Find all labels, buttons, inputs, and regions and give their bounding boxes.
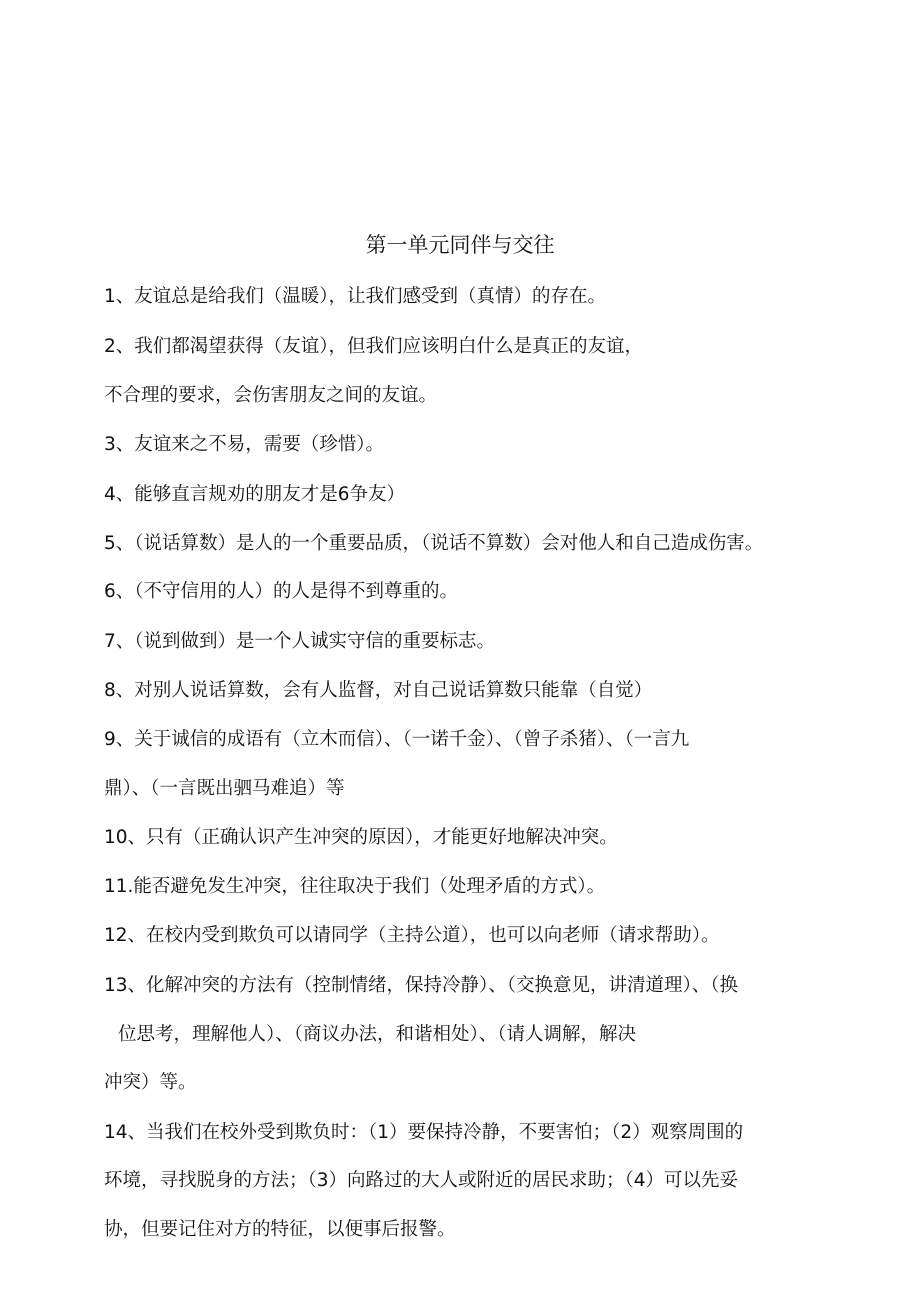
text-line-14-end: 协，但要记住对方的特征，以便事后报警。	[104, 1219, 456, 1240]
text-line-13: 13、化解冲突的方法有（控制情绪，保持冷静）、（交换意见，讲清道理）、（换	[104, 975, 739, 996]
text-line-12: 12、在校内受到欺负可以请同学（主持公道），也可以向老师（请求帮助）。	[104, 925, 720, 946]
document-title: 第一单元同伴与交往	[365, 233, 555, 257]
text-line-10: 10、只有（正确认识产生冲突的原因），才能更好地解决冲突。	[104, 827, 618, 848]
text-line-9-cont: 鼎）、（一言既出驷马难追）等	[104, 778, 345, 799]
text-line-14: 14、当我们在校外受到欺负时：（1）要保持冷静，不要害怕；（2）观察周围的	[104, 1122, 744, 1143]
text-line-8: 8、对别人说话算数，会有人监督，对自己说话算数只能靠（自觉）	[104, 680, 653, 701]
text-line-5: 5、（说话算数）是人的一个重要品质，（说话不算数）会对他人和自己造成伤害。	[104, 533, 764, 554]
text-line-1: 1、友谊总是给我们（温暖），让我们感受到（真情）的存在。	[104, 286, 607, 307]
text-line-14-cont: 环境，寻找脱身的方法；（3）向路过的大人或附近的居民求助；（4）可以先妥	[104, 1170, 739, 1191]
text-line-2: 2、我们都渴望获得（友谊），但我们应该明白什么是真正的友谊，	[104, 336, 644, 357]
text-line-13-cont: 位思考，理解他人）、（商议办法，和谐相处）、（请人调解，解决	[118, 1024, 637, 1045]
text-line-4: 4、能够直言规劝的朋友才是6争友）	[104, 484, 406, 505]
text-line-6: 6、（不守信用的人）的人是得不到尊重的。	[104, 581, 459, 602]
text-line-13-end: 冲突）等。	[104, 1072, 197, 1093]
text-line-7: 7、（说到做到）是一个人诚实守信的重要标志。	[104, 631, 496, 652]
text-line-11: 11.能否避免发生冲突，往往取决于我们（处理矛盾的方式）。	[104, 876, 606, 897]
text-line-2-cont: 不合理的要求，会伤害朋友之间的友谊。	[104, 385, 438, 406]
text-line-9: 9、关于诚信的成语有（立木而信）、（一诺千金）、（曾子杀猪）、（一言九	[104, 729, 690, 750]
text-line-3: 3、友谊来之不易，需要（珍惜）。	[104, 434, 385, 455]
